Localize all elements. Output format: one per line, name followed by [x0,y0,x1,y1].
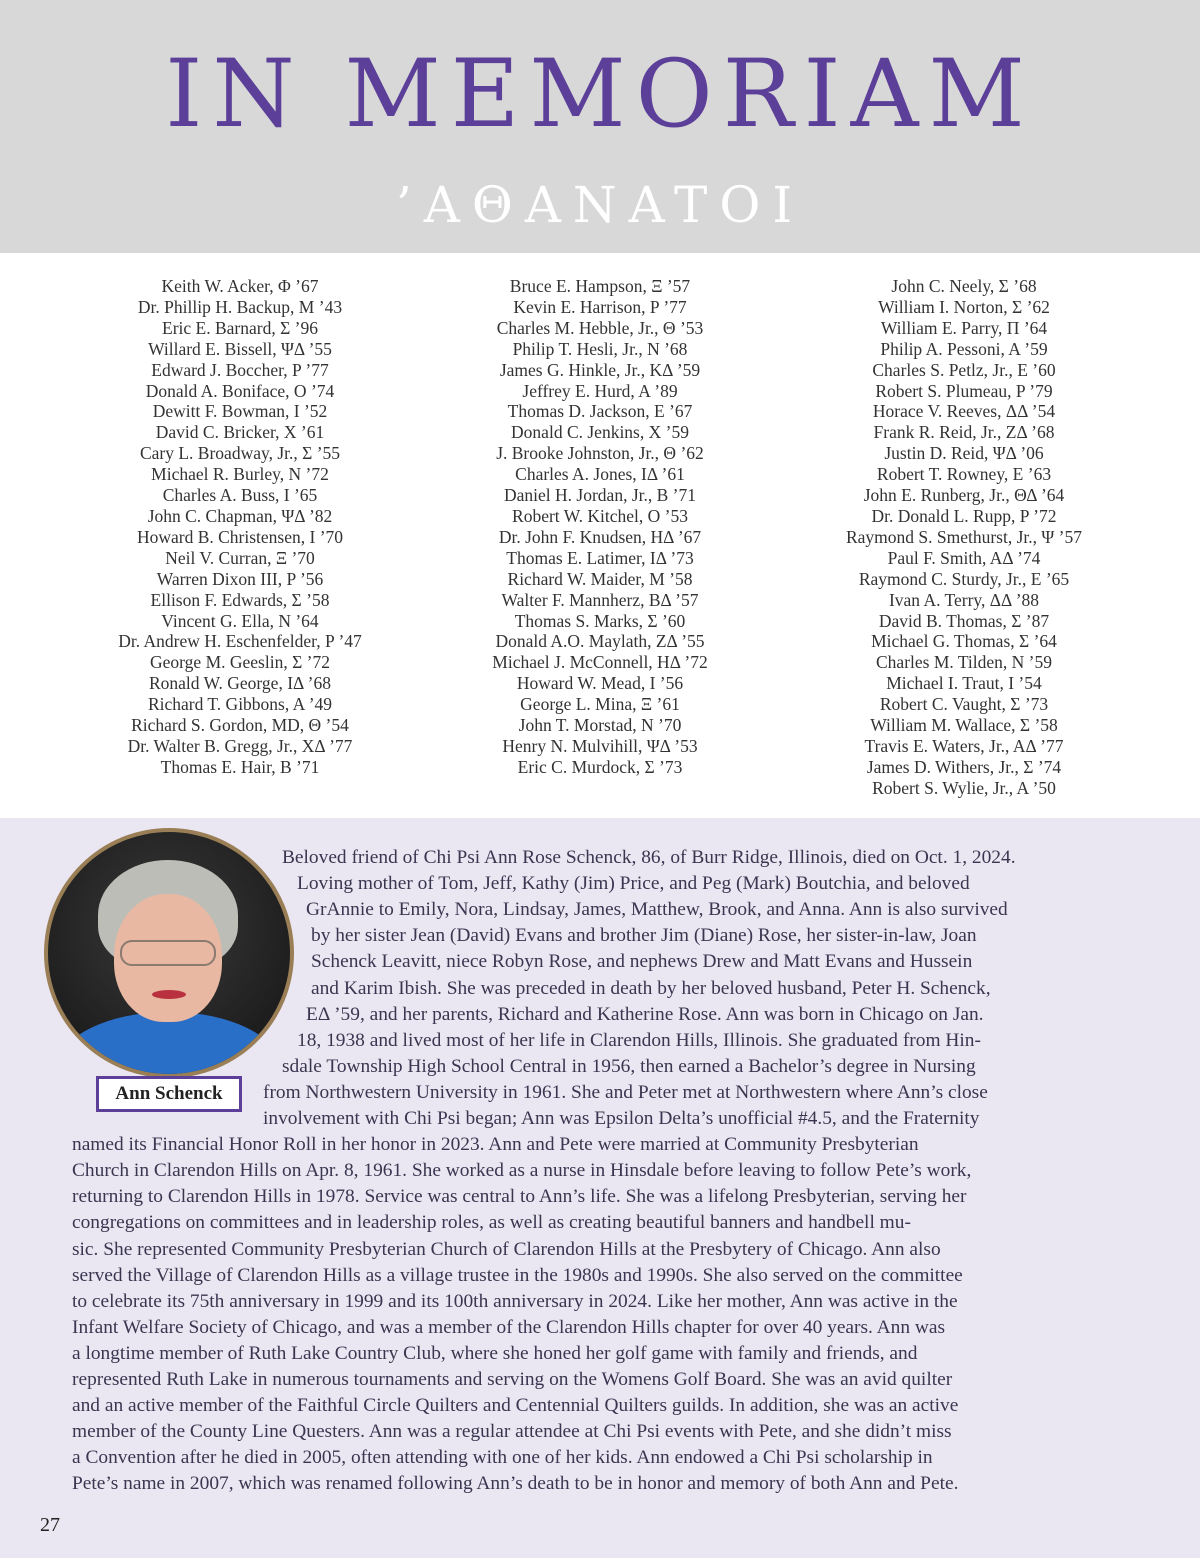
memorial-name: Michael I. Traut, I ’54 [886,673,1042,694]
memorial-name: Warren Dixon III, P ’56 [156,568,324,589]
portrait-caption: Ann Schenck [96,1076,242,1112]
memorial-name: Philip T. Hesli, Jr., N ’68 [512,338,688,359]
memorial-name: Dr. Donald L. Rupp, P ’72 [871,505,1057,526]
memorial-name: Robert C. Vaught, Σ ’73 [879,694,1049,715]
tribute-line: Schenck Leavitt, niece Robyn Rose, and nephews Drew and Matt Evans and Hussein [311,951,973,973]
tribute-line: a longtime member of Ruth Lake Country Club, where she honed her golf game with family and friends, and [72,1342,918,1364]
tribute-line: represented Ruth Lake in numerous tournaments and serving on the Womens Golf Board. She was an avid quilter [72,1369,953,1390]
memorial-name: Kevin E. Harrison, P ’77 [513,296,687,317]
tribute-line: 18, 1938 and lived most of her life in Clarendon Hills, Illinois. She graduated from Hin- [297,1029,981,1051]
memorial-name: Travis E. Waters, Jr., AΔ ’77 [864,735,1064,756]
memorial-name: Richard S. Gordon, MD, Θ ’54 [131,715,349,736]
names-list [0,276,1200,806]
memorial-name: Charles S. Petlz, Jr., E ’60 [872,359,1056,380]
tribute-line: served the Village of Clarendon Hills as a village trustee in the 1980s and 1990s. She also served on the committee [72,1264,963,1286]
tribute-line: GrAnnie to Emily, Nora, Lindsay, James, Matthew, Brook, and Anna. Ann is also survived [306,899,1008,921]
memorial-name: Eric C. Murdock, Σ ’73 [517,756,683,777]
memorial-name: Donald A. Boniface, O ’74 [145,380,335,401]
memorial-name: Thomas D. Jackson, E ’67 [507,401,693,422]
memorial-name: Ronald W. George, IΔ ’68 [148,673,332,694]
memorial-name: Walter F. Mannherz, BΔ ’57 [501,589,699,610]
tribute-line: named its Financial Honor Roll in her honor in 2023. Ann and Pete were married at Community Presbyterian [72,1134,919,1156]
memorial-name: David C. Bricker, X ’61 [155,422,325,443]
tribute-line: from Northwestern University in 1961. She and Peter met at Northwestern where Ann’s close [263,1081,988,1103]
memorial-name: Ivan A. Terry, ΔΔ ’88 [888,589,1040,610]
memorial-name: James G. Hinkle, Jr., KΔ ’59 [499,359,701,380]
tribute-line: sdale Township High School Central in 1956, then earned a Bachelor’s degree in Nursing [282,1055,976,1077]
memorial-name: Howard W. Mead, I ’56 [516,673,684,694]
names-column-1 [50,276,430,778]
memorial-name: William E. Parry, Π ’64 [880,317,1048,338]
memorial-name: Daniel H. Jordan, Jr., B ’71 [504,485,696,506]
memorial-name: John T. Morstad, N ’70 [518,715,682,736]
memorial-name: Willard E. Bissell, ΨΔ ’55 [148,338,332,359]
tribute-line: a Convention after he died in 2005, often attending with one of her kids. Ann endowed a Chi Psi scholarship in [72,1447,933,1469]
memorial-name: Keith W. Acker, Φ ’67 [161,276,319,296]
memorial-name: Dr. Phillip H. Backup, M ’43 [137,296,343,317]
memorial-name: James D. Withers, Jr., Σ ’74 [866,756,1062,777]
memorial-name: Bruce E. Hampson, Ξ ’57 [509,276,691,296]
memorial-name: Richard W. Maider, M ’58 [507,568,693,589]
tribute-line: by her sister Jean (David) Evans and brother Jim (Diane) Rose, her sister-in-law, Joan [311,925,977,947]
memorial-name: Robert T. Rowney, E ’63 [876,464,1052,485]
memorial-name: Dr. John F. Knudsen, HΔ ’67 [498,526,702,547]
tribute-line: EΔ ’59, and her parents, Richard and Katherine Rose. Ann was born in Chicago on Jan. [306,1003,984,1025]
portrait-image [48,832,290,1074]
tribute-line: involvement with Chi Psi began; Ann was Epsilon Delta’s unofficial #4.5, and the Fraternity [263,1108,980,1129]
page-number: 27 [40,1514,60,1536]
memorial-name: Thomas S. Marks, Σ ’60 [514,610,686,631]
memorial-name: Charles M. Tilden, N ’59 [876,652,1052,673]
memorial-name: William M. Wallace, Σ ’58 [870,715,1058,736]
memorial-name: John E. Runberg, Jr., ΘΔ ’64 [863,485,1065,506]
memorial-name: Michael G. Thomas, Σ ’64 [871,631,1057,652]
memorial-name: Ellison F. Edwards, Σ ’58 [150,589,330,610]
memorial-name: Richard T. Gibbons, A ’49 [147,694,333,715]
memorial-name: George M. Geeslin, Σ ’72 [150,652,330,673]
memorial-name: Horace V. Reeves, ΔΔ ’54 [872,401,1056,422]
memorial-name: Edward J. Boccher, P ’77 [151,359,329,380]
tribute-line: to celebrate its 75th anniversary in 1999 and its 100th anniversary in 2024. Like her mother, Ann was active in the [72,1290,958,1312]
memorial-name: Michael J. McConnell, HΔ ’72 [492,652,708,673]
memorial-name: David B. Thomas, Σ ’87 [878,610,1050,631]
memorial-name: Cary L. Broadway, Jr., Σ ’55 [139,443,341,464]
tribute-line: Beloved friend of Chi Psi Ann Rose Schenck, 86, of Burr Ridge, Illinois, died on Oct. 1, 2024. [282,847,1016,868]
tribute-line: and Karim Ibish. She was preceded in death by her beloved husband, Peter H. Schenck, [311,977,991,999]
memorial-name: Raymond S. Smethurst, Jr., Ψ ’57 [845,526,1083,547]
memorial-name: Charles M. Hebble, Jr., Θ ’53 [496,317,704,338]
memorial-name: Dr. Andrew H. Eschenfelder, P ’47 [118,631,362,652]
page-subtitle: ’AΘANATOI [395,176,805,234]
memorial-name: George L. Mina, Ξ ’61 [520,694,680,715]
tribute-line: member of the County Line Questers. Ann was a regular attendee at Chi Psi events with Pete, and she didn’t miss [72,1421,952,1443]
memorial-name: Robert S. Wylie, Jr., A ’50 [872,777,1056,798]
memorial-name: Michael R. Burley, N ’72 [151,464,329,485]
memorial-name: Charles A. Jones, IΔ ’61 [515,464,685,485]
memorial-name: Robert W. Kitchel, O ’53 [512,505,688,526]
memorial-name: Vincent G. Ella, N ’64 [161,610,319,631]
memorial-name: J. Brooke Johnston, Jr., Θ ’62 [496,443,704,464]
tribute-line: Pete’s name in 2007, which was renamed following Ann’s death to be in honor and memory of both Ann and Pete. [72,1473,959,1495]
memorial-name: Charles A. Buss, I ’65 [162,485,318,506]
memorial-name: Donald C. Jenkins, X ’59 [511,422,689,443]
tribute-line: Loving mother of Tom, Jeff, Kathy (Jim) Price, and Peg (Mark) Boutchia, and beloved [297,873,970,895]
memorial-name: Frank R. Reid, Jr., ZΔ ’68 [873,422,1055,443]
portrait-photo [44,828,294,1078]
memorial-name: Donald A.O. Maylath, ZΔ ’55 [495,631,705,652]
header-band [0,0,1200,253]
memorial-name: Thomas E. Latimer, IΔ ’73 [506,547,694,568]
memorial-name: Philip A. Pessoni, A ’59 [880,338,1048,359]
memorial-name: Howard B. Christensen, I ’70 [136,526,344,547]
memorial-name: Robert S. Plumeau, P ’79 [875,380,1053,401]
tribute-line: Church in Clarendon Hills on Apr. 8, 1961. She worked as a nurse in Hinsdale before leaving to follow Pete’s work, [72,1160,972,1182]
tribute-line: returning to Clarendon Hills in 1978. Service was central to Ann’s life. She was a lifelong Presbyterian, serving her [72,1186,967,1208]
memorial-name: Thomas E. Hair, B ’71 [160,756,320,777]
names-column-2 [410,276,790,778]
memorial-name: Raymond C. Sturdy, Jr., E ’65 [858,568,1070,589]
memorial-name: John C. Chapman, ΨΔ ’82 [147,505,333,526]
memorial-name: John C. Neely, Σ ’68 [891,276,1037,296]
tribute-line: sic. She represented Community Presbyterian Church of Clarendon Hills at the Presbytery of Chicago. Ann also [72,1238,941,1260]
tribute-line: congregations on committees and in leadership roles, as well as creating beautiful banners and handbell mu- [72,1212,911,1234]
memorial-name: Neil V. Curran, Ξ ’70 [165,547,315,568]
memorial-name: Jeffrey E. Hurd, A ’89 [522,380,678,401]
memorial-name: Dr. Walter B. Gregg, Jr., XΔ ’77 [127,735,353,756]
memorial-name: Justin D. Reid, ΨΔ ’06 [884,443,1044,464]
names-column-3 [774,276,1154,799]
memorial-name: Eric E. Barnard, Σ ’96 [162,317,318,338]
tribute-line: Infant Welfare Society of Chicago, and was a member of the Clarendon Hills chapter for over 40 years. Ann was [72,1316,946,1338]
page-title: IN MEMORIAM [165,40,1035,149]
memorial-name: William I. Norton, Σ ’62 [878,296,1050,317]
memorial-name: Henry N. Mulvihill, ΨΔ ’53 [502,735,698,756]
memorial-name: Dewitt F. Bowman, I ’52 [152,401,328,422]
tribute-line: and an active member of the Faithful Circle Quilters and Centennial Quilters guilds. In addition, she was an active [72,1395,959,1417]
memorial-name: Paul F. Smith, AΔ ’74 [887,547,1041,568]
